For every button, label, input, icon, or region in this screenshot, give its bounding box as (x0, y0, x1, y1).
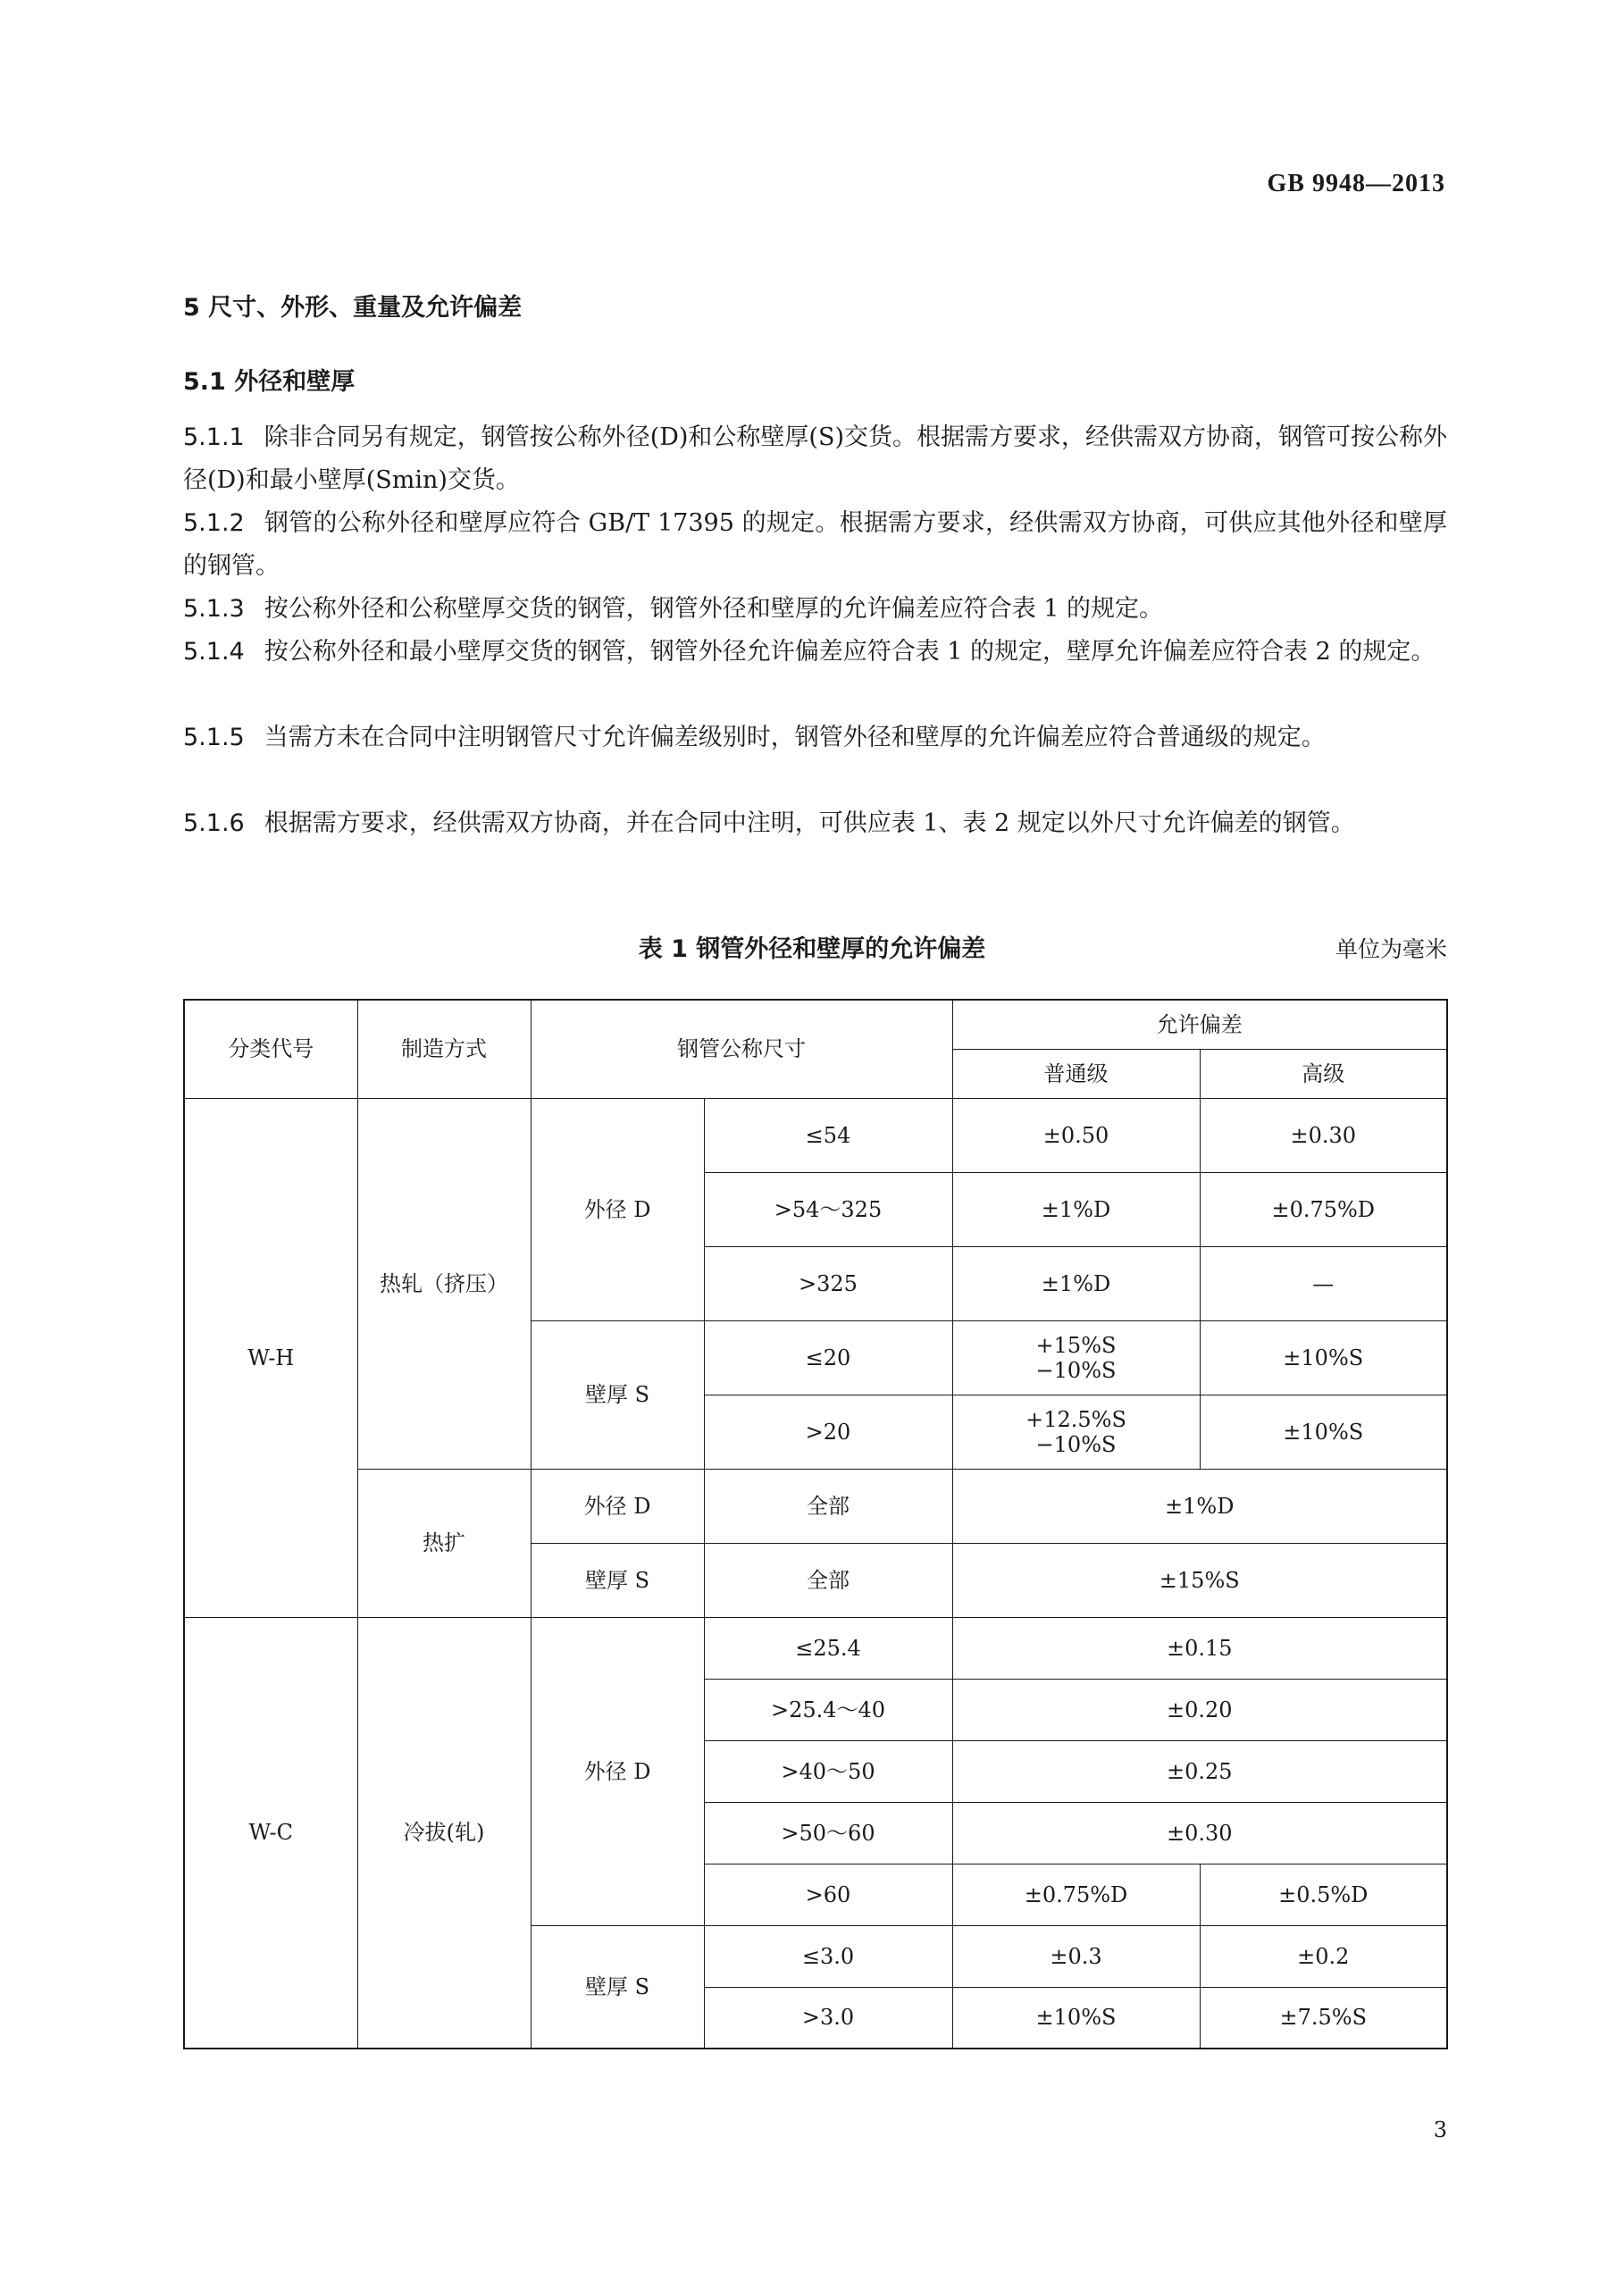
paragraph-5-1-2 (183, 502, 1447, 588)
header-code: 分类代号 (184, 1000, 357, 1098)
table-cell: ±0.2 (1200, 1925, 1447, 1987)
paragraph-text: 钢管的公称外径和壁厚应符合 GB/T 17395 的规定。根据需方要求，经供需双方协商，可供应其他外径和壁厚的钢管。 (183, 509, 1447, 580)
code-wh: W-H (184, 1098, 357, 1617)
table-cell: ≤54 (704, 1098, 952, 1172)
label-wt: 壁厚 S (531, 1925, 704, 2049)
table-cell: >325 (704, 1246, 952, 1320)
table-cell: ±0.75%D (1200, 1172, 1447, 1246)
table-cell: 外径 D (531, 1469, 704, 1543)
table-cell: 全部 (704, 1469, 952, 1543)
paragraph-text: 当需方未在合同中注明钢管尺寸允许偏差级别时，钢管外径和壁厚的允许偏差应符合普通级的规定。 (264, 724, 1326, 751)
table-cell: ≤20 (704, 1320, 952, 1395)
table-cell: ±0.3 (952, 1925, 1200, 1987)
table-caption: 表 1 钢管外径和壁厚的允许偏差 (638, 935, 986, 963)
paragraph-5-1-3 (183, 588, 1447, 631)
table-cell: ±10%S (1200, 1320, 1447, 1395)
table-cell: ±0.30 (1200, 1098, 1447, 1172)
paragraph-text: 根据需方要求，经供需双方协商，并在合同中注明，可供应表 1、表 2 规定以外尺寸允许偏差的钢管。 (264, 809, 1355, 837)
table-cell: >3.0 (704, 1987, 952, 2049)
method-hot-rolled: 热轧（挤压） (357, 1098, 531, 1469)
paragraph-5-1-6 (183, 802, 1447, 845)
header-tolerance: 允许偏差 (952, 1000, 1447, 1049)
tolerance-plus: +12.5%S (1025, 1406, 1126, 1432)
section-title: 5 尺寸、外形、重量及允许偏差 (183, 294, 523, 322)
table-cell: ±1%D (952, 1246, 1200, 1320)
header-high: 高级 (1200, 1049, 1447, 1098)
table-cell: ≤25.4 (704, 1617, 952, 1679)
table-cell: ±0.30 (952, 1802, 1447, 1864)
table-unit: 单位为毫米 (1335, 936, 1447, 962)
table-cell: ±1%D (952, 1172, 1200, 1246)
table-cell-stacked (952, 1320, 1200, 1395)
header-normal: 普通级 (952, 1049, 1200, 1098)
header-size: 钢管公称尺寸 (531, 1000, 952, 1098)
table-cell: ≤3.0 (704, 1925, 952, 1987)
paragraph-5-1-1 (183, 416, 1447, 502)
paragraph-number: 5.1.5 (183, 724, 245, 751)
paragraph-number: 5.1.1 (183, 423, 245, 451)
code-wc: W-C (184, 1617, 357, 2049)
header-method: 制造方式 (357, 1000, 531, 1098)
subsection-title: 5.1 外径和壁厚 (183, 368, 356, 396)
tolerance-table (183, 999, 1448, 2049)
table-cell: 全部 (704, 1543, 952, 1617)
table-cell: >20 (704, 1395, 952, 1469)
label-od: 外径 D (531, 1617, 704, 1925)
paragraph-number: 5.1.4 (183, 638, 245, 666)
table-cell: ±0.50 (952, 1098, 1200, 1172)
label-wt: 壁厚 S (531, 1320, 704, 1469)
paragraph-5-1-4 (183, 631, 1447, 674)
table-cell: >25.4～40 (704, 1679, 952, 1740)
table-cell: ±15%S (952, 1543, 1447, 1617)
table-cell: >40～50 (704, 1740, 952, 1802)
method-cold-drawn: 冷拔(轧) (357, 1617, 531, 2049)
table-cell-stacked (952, 1395, 1200, 1469)
paragraph-number: 5.1.6 (183, 809, 245, 837)
table-cell: ±0.20 (952, 1679, 1447, 1740)
table-cell: >50～60 (704, 1802, 952, 1864)
tolerance-minus: −10%S (1035, 1431, 1117, 1457)
table-cell: 壁厚 S (531, 1543, 704, 1617)
table-cell: ±7.5%S (1200, 1987, 1447, 2049)
table-cell: >54～325 (704, 1172, 952, 1246)
tolerance-minus: −10%S (1035, 1357, 1117, 1383)
tolerance-plus: +15%S (1035, 1332, 1117, 1358)
table-cell: ±10%S (952, 1987, 1200, 2049)
table-cell: ±0.5%D (1200, 1864, 1447, 1925)
table-cell: ±10%S (1200, 1395, 1447, 1469)
label-od: 外径 D (531, 1098, 704, 1320)
paragraph-text: 除非合同另有规定，钢管按公称外径(D)和公称壁厚(S)交货。根据需方要求，经供需双方协商，钢管可按公称外径(D)和最小壁厚(Smin)交货。 (183, 423, 1447, 494)
method-hot-expanded: 热扩 (357, 1469, 531, 1617)
paragraph-number: 5.1.3 (183, 595, 245, 623)
paragraph-text: 按公称外径和公称壁厚交货的钢管，钢管外径和壁厚的允许偏差应符合表 1 的规定。 (264, 595, 1164, 623)
paragraph-text: 按公称外径和最小壁厚交货的钢管，钢管外径允许偏差应符合表 1 的规定，壁厚允许偏差应符合表 2 的规定。 (264, 638, 1436, 666)
table-cell: ±0.25 (952, 1740, 1447, 1802)
table-cell: ±1%D (952, 1469, 1447, 1543)
table-cell: ±0.75%D (952, 1864, 1200, 1925)
table-cell: — (1200, 1246, 1447, 1320)
table-cell: >60 (704, 1864, 952, 1925)
document-id: GB 9948—2013 (1267, 170, 1445, 197)
paragraph-5-1-5 (183, 716, 1447, 759)
table-cell: ±0.15 (952, 1617, 1447, 1679)
page-number: 3 (1433, 2117, 1447, 2142)
paragraph-number: 5.1.2 (183, 509, 245, 537)
